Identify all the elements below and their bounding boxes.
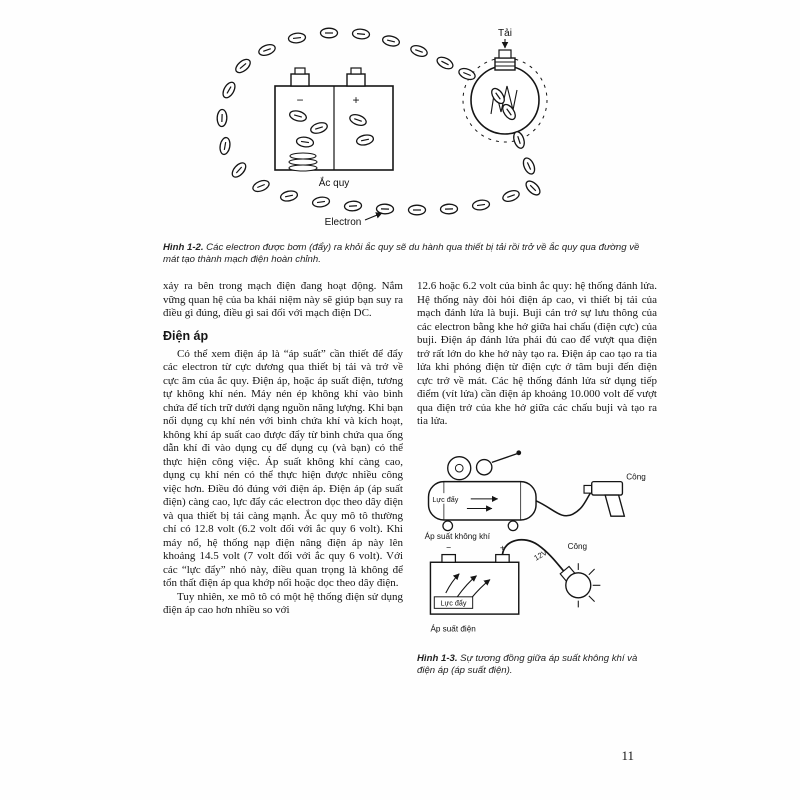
figure-1-3-caption-text: Sự tương đồng giữa áp suất không khí và điện áp (áp suất điện). [417, 652, 638, 676]
air-hose [536, 491, 592, 516]
push-force-elec-label: Lực đẩy [440, 597, 467, 607]
battery-minus-sign: − [296, 93, 304, 107]
figure-1-2-caption-text: Các electron được bơm (đẩy) ra khỏi ắc quy sẽ du hành qua thiết bị tải rồi trở về ắc quy qua đường về mát tạo thành mạch điện hoàn chỉnh. [163, 242, 640, 266]
figure-1-3-caption [417, 653, 657, 677]
figure-1-2-caption-label: Hình 1-2. [163, 242, 204, 253]
left-paragraph-2: Có thể xem điện áp là “áp suất” cần thiết để đẩy các electron từ cực dương qua thiết bị tải và trở về cực âm của ắc quy. Điện áp, hoặc áp suất điện, tương tự không khí nén. Máy nén ép không khí vào bình chứa để tích trữ dưới dạng nguồn năng lượng. Khi bạn nối dụng cụ khí nén với bình chứa khí và kích hoạt, không khí áp suất cao được đẩy từ bình chứa qua ống dẫn khí đi vào dụng cụ để dụng cụ (và bạn) có thể thực hiện công việc. Áp suất không khí càng cao, dụng cụ khí nén có thể thực hiện được nhiều công việc hơn. Điều đó đúng với điện áp. Điện áp (áp suất điện) càng cao, lực đẩy các electron dọc theo dây điện và qua thiết bị tải càng mạnh. Ắc quy mô tô thường chỉ có 12.8 volt (6.2 volt đối với ắc quy 6 volt). Khi máy nổ, hệ thống nạp điện nâng điện áp này lên khoảng 14.5 volt (7 volt đối với ắc quy 6 volt). Với các “lực đẩy” nhỏ này, điều quan trọng là không để tổn thất điện áp qua khớp nối hoặc dọc theo dây điện. [163, 347, 403, 589]
left-column [163, 280, 403, 677]
battery-analogy-illustration [430, 539, 600, 613]
work-elec-label: Công [567, 541, 588, 551]
left-paragraph-3: Tuy nhiên, xe mô tô có một hệ thống điện sử dụng điện áp cao hơn nhiều so với [163, 590, 403, 616]
left-paragraph-1: xảy ra bên trong mạch điện đang hoạt động. Nắm vững quan hệ của ba khái niệm này sẽ giúp bạn suy ra điều gì đúng, điều gì sai đối với mạch điện DC. [163, 280, 403, 319]
electric-pressure-label: Áp suất điện [430, 623, 476, 633]
compressor-illustration [429, 450, 625, 530]
text-columns [163, 280, 657, 677]
bulb-illustration [463, 50, 547, 142]
battery-plus-sign: + [352, 93, 360, 107]
battery2-minus-sign: − [446, 542, 452, 553]
section-heading-voltage: Điện áp [163, 328, 209, 343]
figure-analogy-illustration [417, 441, 657, 648]
load-label: Tải [498, 28, 512, 39]
push-force-air-label: Lực đẩy [432, 494, 459, 504]
battery2-plus-sign: + [499, 542, 505, 553]
voltage-label: 12V [532, 547, 549, 563]
figure-circuit-illustration [195, 24, 615, 234]
right-column [417, 280, 657, 677]
page-number: 11 [621, 748, 634, 763]
battery-illustration [275, 68, 393, 171]
analogy-drawing [417, 441, 657, 648]
air-pressure-label: Áp suất không khí [424, 531, 490, 541]
work-air-label: Công [626, 472, 646, 482]
figure-1-2-caption [163, 242, 641, 266]
battery-label: Ắc quy [318, 178, 350, 189]
circuit-drawing [195, 24, 615, 234]
figure-1-3-caption-label: Hình 1-3. [417, 652, 458, 664]
electron-label: Electron [324, 217, 362, 228]
right-paragraph-1: 12.6 hoặc 6.2 volt của bình ắc quy: hệ thống đánh lửa. Hệ thống này đòi hỏi điện áp cao, vì thiết bị tải của mạch đánh lửa là buji. Buji cản trở sự lưu thông của các electron bằng khe hở giữa hai chấu (điện cực) của buji. Điện áp đánh lửa phải đủ cao để vượt qua điện trở rất lớn do khe hở này tạo ra. Điện áp cao tạo ra tia lửa khi phóng điện từ điện cực ở tâm buji đến điện cực trở về mát. Các hệ thống đánh lửa sử dụng tiếp điểm (vít lửa) cần điện áp khoảng 10.000 volt để vượt qua điện trở của khe hở giữa các chấu buji và tạo ra tia lửa. [417, 280, 657, 427]
